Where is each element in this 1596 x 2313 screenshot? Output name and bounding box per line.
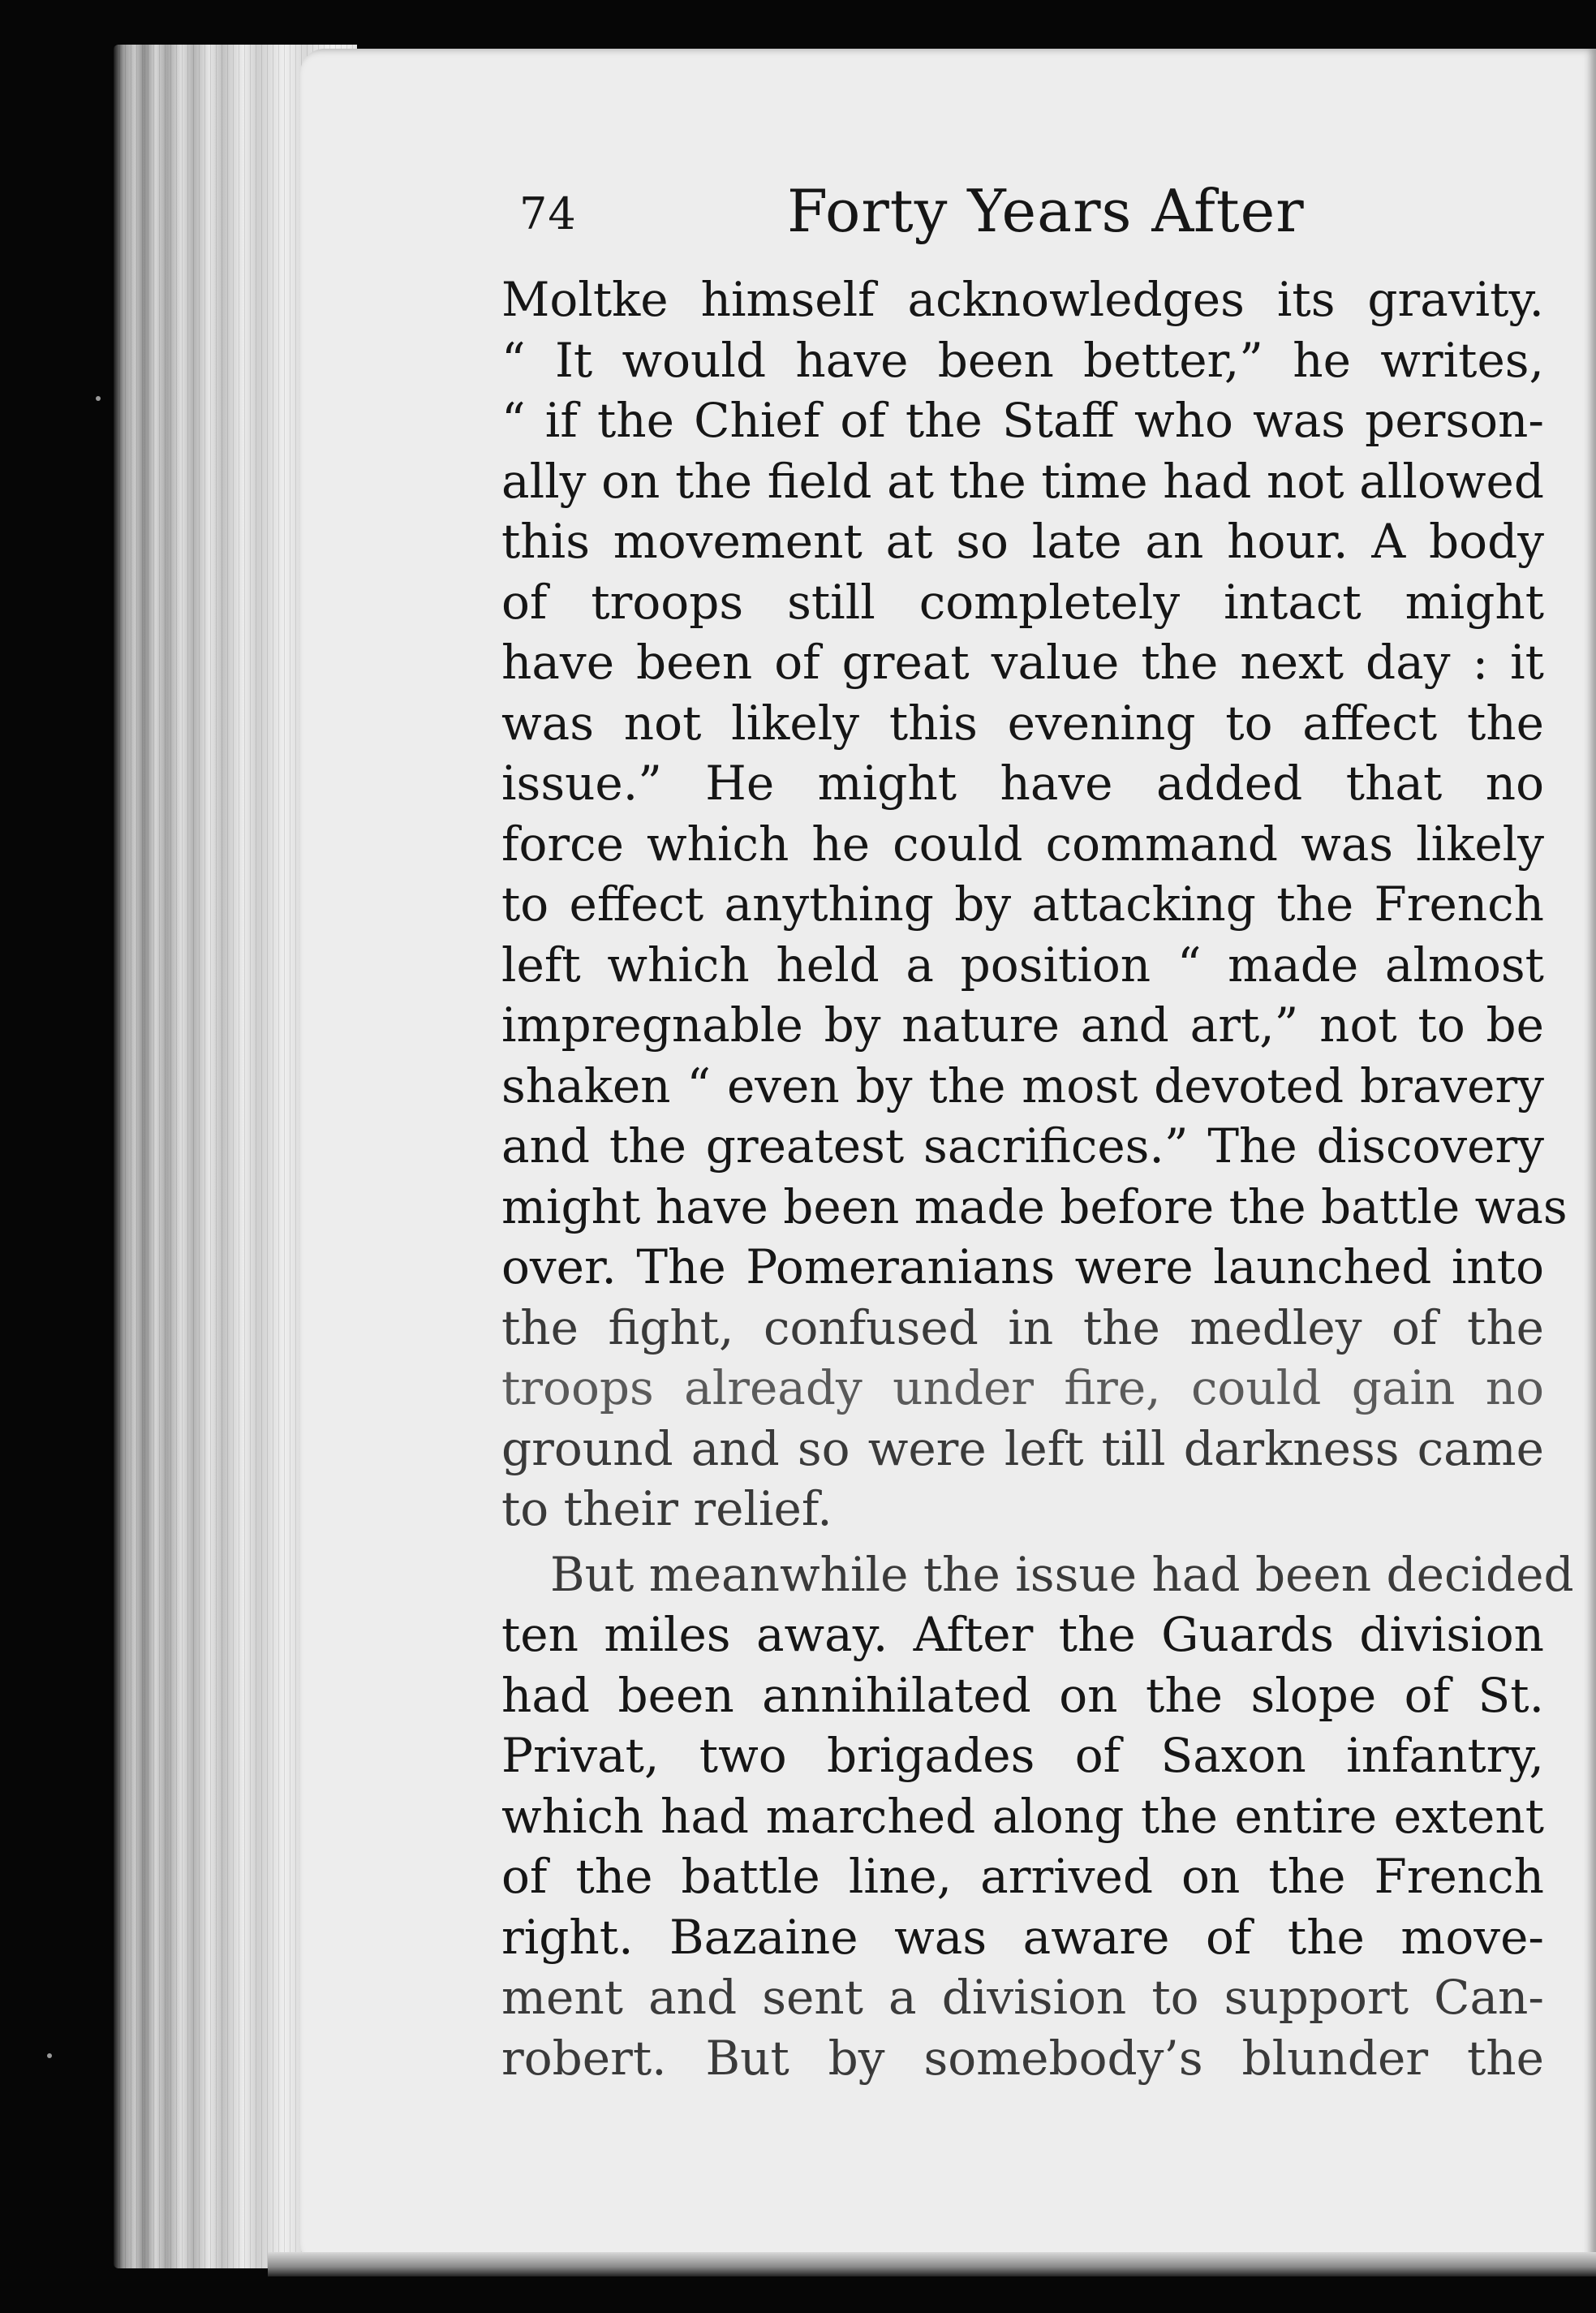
text-line: ally on the field at the time had not allowed	[501, 453, 1544, 509]
text-line: troops already under fire, could gain no	[501, 1360, 1544, 1415]
text-line: force which he could command was likely	[501, 816, 1544, 872]
text-line: right. Bazaine was aware of the move-	[501, 1909, 1544, 1965]
paragraph	[501, 269, 1568, 1540]
text-line: the fight, confused in the medley of the	[501, 1299, 1544, 1355]
paragraph	[501, 1544, 1574, 2089]
dust-speck	[96, 396, 101, 401]
body-text	[501, 269, 1574, 2088]
text-line: might have been made before the battle was	[501, 1178, 1568, 1234]
text-line: had been annihilated on the slope of St.	[501, 1667, 1544, 1723]
text-line: to their relief.	[501, 1481, 832, 1536]
running-title: Forty Years After	[787, 177, 1305, 245]
text-line: robert. But by somebody’s blunder the	[501, 2030, 1544, 2086]
text-line: ground and so were left till darkness came	[501, 1420, 1544, 1476]
text-line: this movement at so late an hour. A body	[501, 514, 1544, 569]
text-line: over. The Pomeranians were launched into	[501, 1239, 1544, 1294]
text-line: ment and sent a division to support Can-	[501, 1970, 1544, 2025]
text-line: issue.” He might have added that no	[501, 756, 1544, 811]
text-line: “ if the Chief of the Staff who was person-	[501, 393, 1544, 448]
text-line: have been of great value the next day : it	[501, 635, 1544, 690]
page-bottom-edge	[268, 2252, 1596, 2276]
text-line: But meanwhile the issue had been decided	[550, 1546, 1574, 1602]
text-line: and the greatest sacrifices.” The discovery	[501, 1118, 1544, 1174]
text-line: shaken “ even by the most devoted bravery	[501, 1057, 1544, 1113]
text-line: Privat, two brigades of Saxon infantry,	[501, 1728, 1544, 1783]
text-line: “ It would have been better,” he writes,	[501, 332, 1544, 388]
text-line: Moltke himself acknowledges its gravity.	[501, 272, 1544, 327]
text-line: impregnable by nature and art,” not to be	[501, 997, 1544, 1053]
page-number: 74	[519, 188, 577, 239]
text-line: ten miles away. After the Guards division	[501, 1607, 1544, 1662]
text-line: left which held a position “ made almost	[501, 937, 1544, 993]
running-header	[519, 177, 1331, 274]
text-line: was not likely this evening to affect the	[501, 695, 1544, 751]
text-line: to effect anything by attacking the French	[501, 877, 1544, 932]
text-line: of troops still completely intact might	[501, 574, 1544, 630]
text-line: of the battle line, arrived on the French	[501, 1849, 1544, 1904]
text-line: which had marched along the entire extent	[501, 1788, 1544, 1844]
dust-speck	[47, 2053, 52, 2058]
